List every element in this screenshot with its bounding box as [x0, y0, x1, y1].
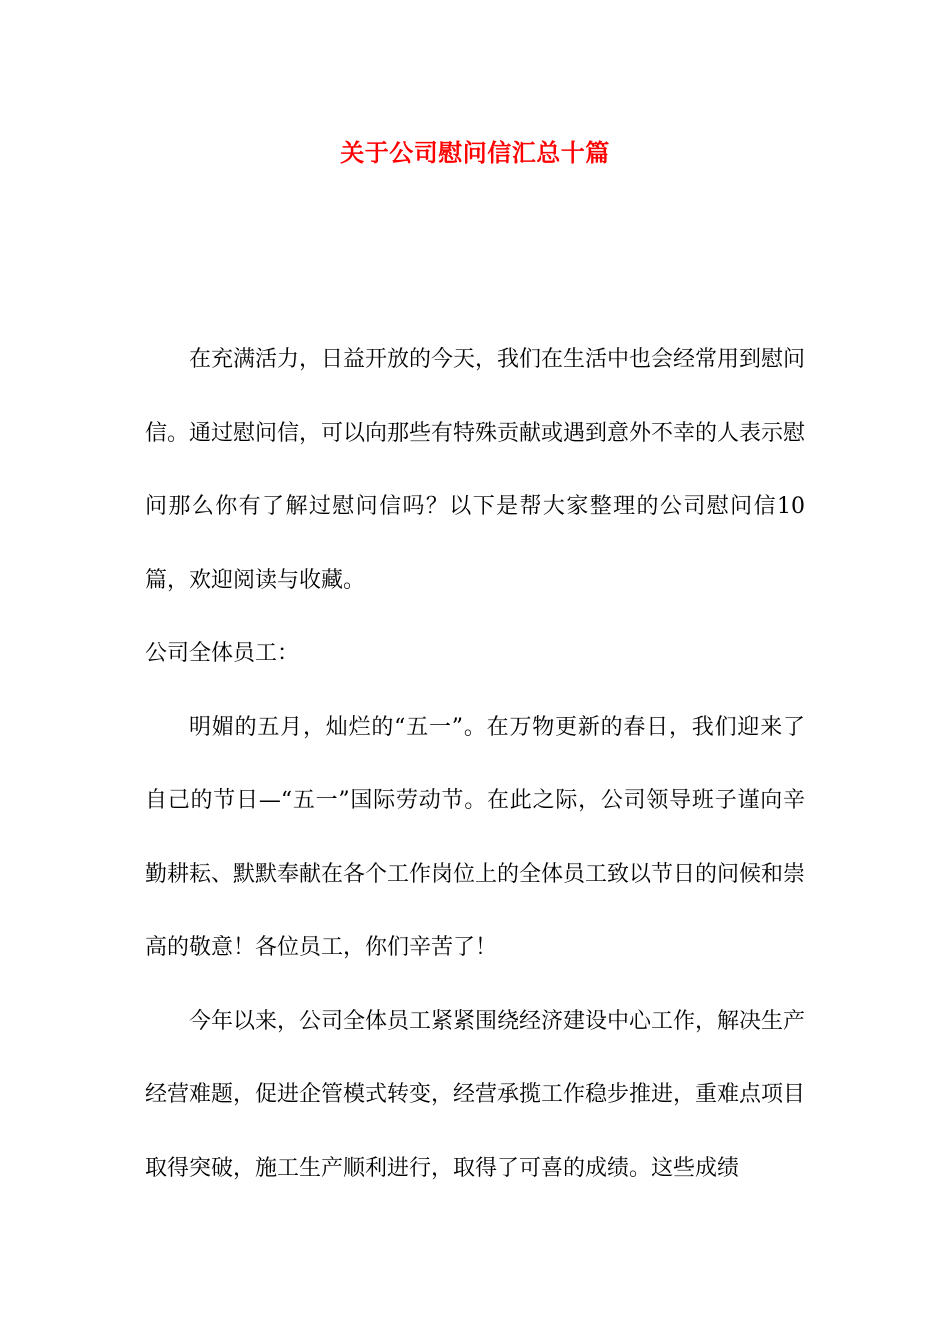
intro-paragraph: 在充满活力，日益开放的今天，我们在生活中也会经常用到慰问信。通过慰问信，可以向那些有特殊贡献或遇到意外不幸的人表示慰问那么你有了解过慰问信吗？以下是帮大家整理的公司慰问信10篇，欢迎阅读与收藏。	[145, 347, 806, 593]
document-title: 关于公司慰问信汇总十篇	[340, 139, 610, 167]
salutation: 公司全体员工：	[145, 641, 300, 666]
letter-paragraph-2: 今年以来，公司全体员工紧紧围绕经济建设中心工作，解决生产经营难题，促进企管模式转变，经营承揽工作稳步推进，重难点项目取得突破，施工生产顺利进行，取得了可喜的成绩。这些成绩	[145, 1008, 806, 1181]
document-body	[145, 323, 805, 1205]
letter-paragraph-1: 明媚的五月，灿烂的“五一”。在万物更新的春日，我们迎来了自己的节日—“五一”国际劳动节。在此之际，公司领导班子谨向辛勤耕耘、默默奉献在各个工作岗位上的全体员工致以节日的问候和崇高的敬意！各位员工，你们辛苦了！	[145, 714, 806, 960]
